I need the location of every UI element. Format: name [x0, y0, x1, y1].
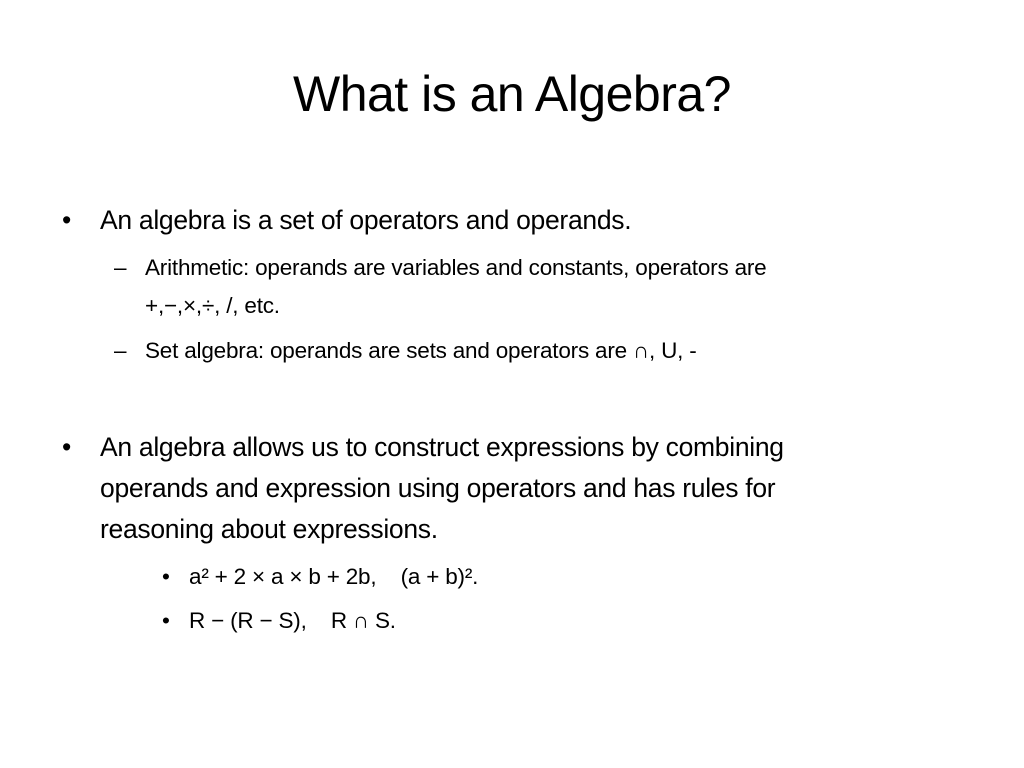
third-level-bullet-marker: • — [162, 564, 170, 589]
bullet-marker: • — [62, 432, 71, 462]
bullet-text: An algebra is a set of operators and operands. — [100, 205, 632, 235]
formula-line: a² + 2 × a × b + 2b, (a + b)². — [189, 564, 479, 589]
sub-bullet-text-line: Arithmetic: operands are variables and constants, operators are — [145, 255, 767, 280]
slide-title: What is an Algebra? — [293, 66, 731, 122]
bullet-text-line: reasoning about expressions. — [100, 514, 438, 544]
bullet-text-line: operands and expression using operators and has rules for — [100, 473, 776, 503]
sub-bullet-marker: – — [114, 255, 127, 280]
bullet-marker: • — [62, 205, 71, 235]
sub-bullet-text-line: +,−,×,÷, /, etc. — [145, 293, 280, 318]
formula-line: R − (R − S), R ∩ S. — [189, 608, 396, 633]
sub-bullet-text-line: Set algebra: operands are sets and operators are ∩, U, - — [145, 338, 697, 363]
sub-bullet-marker: – — [114, 338, 127, 363]
third-level-bullet-marker: • — [162, 608, 170, 633]
bullet-text-line: An algebra allows us to construct expressions by combining — [100, 432, 784, 462]
